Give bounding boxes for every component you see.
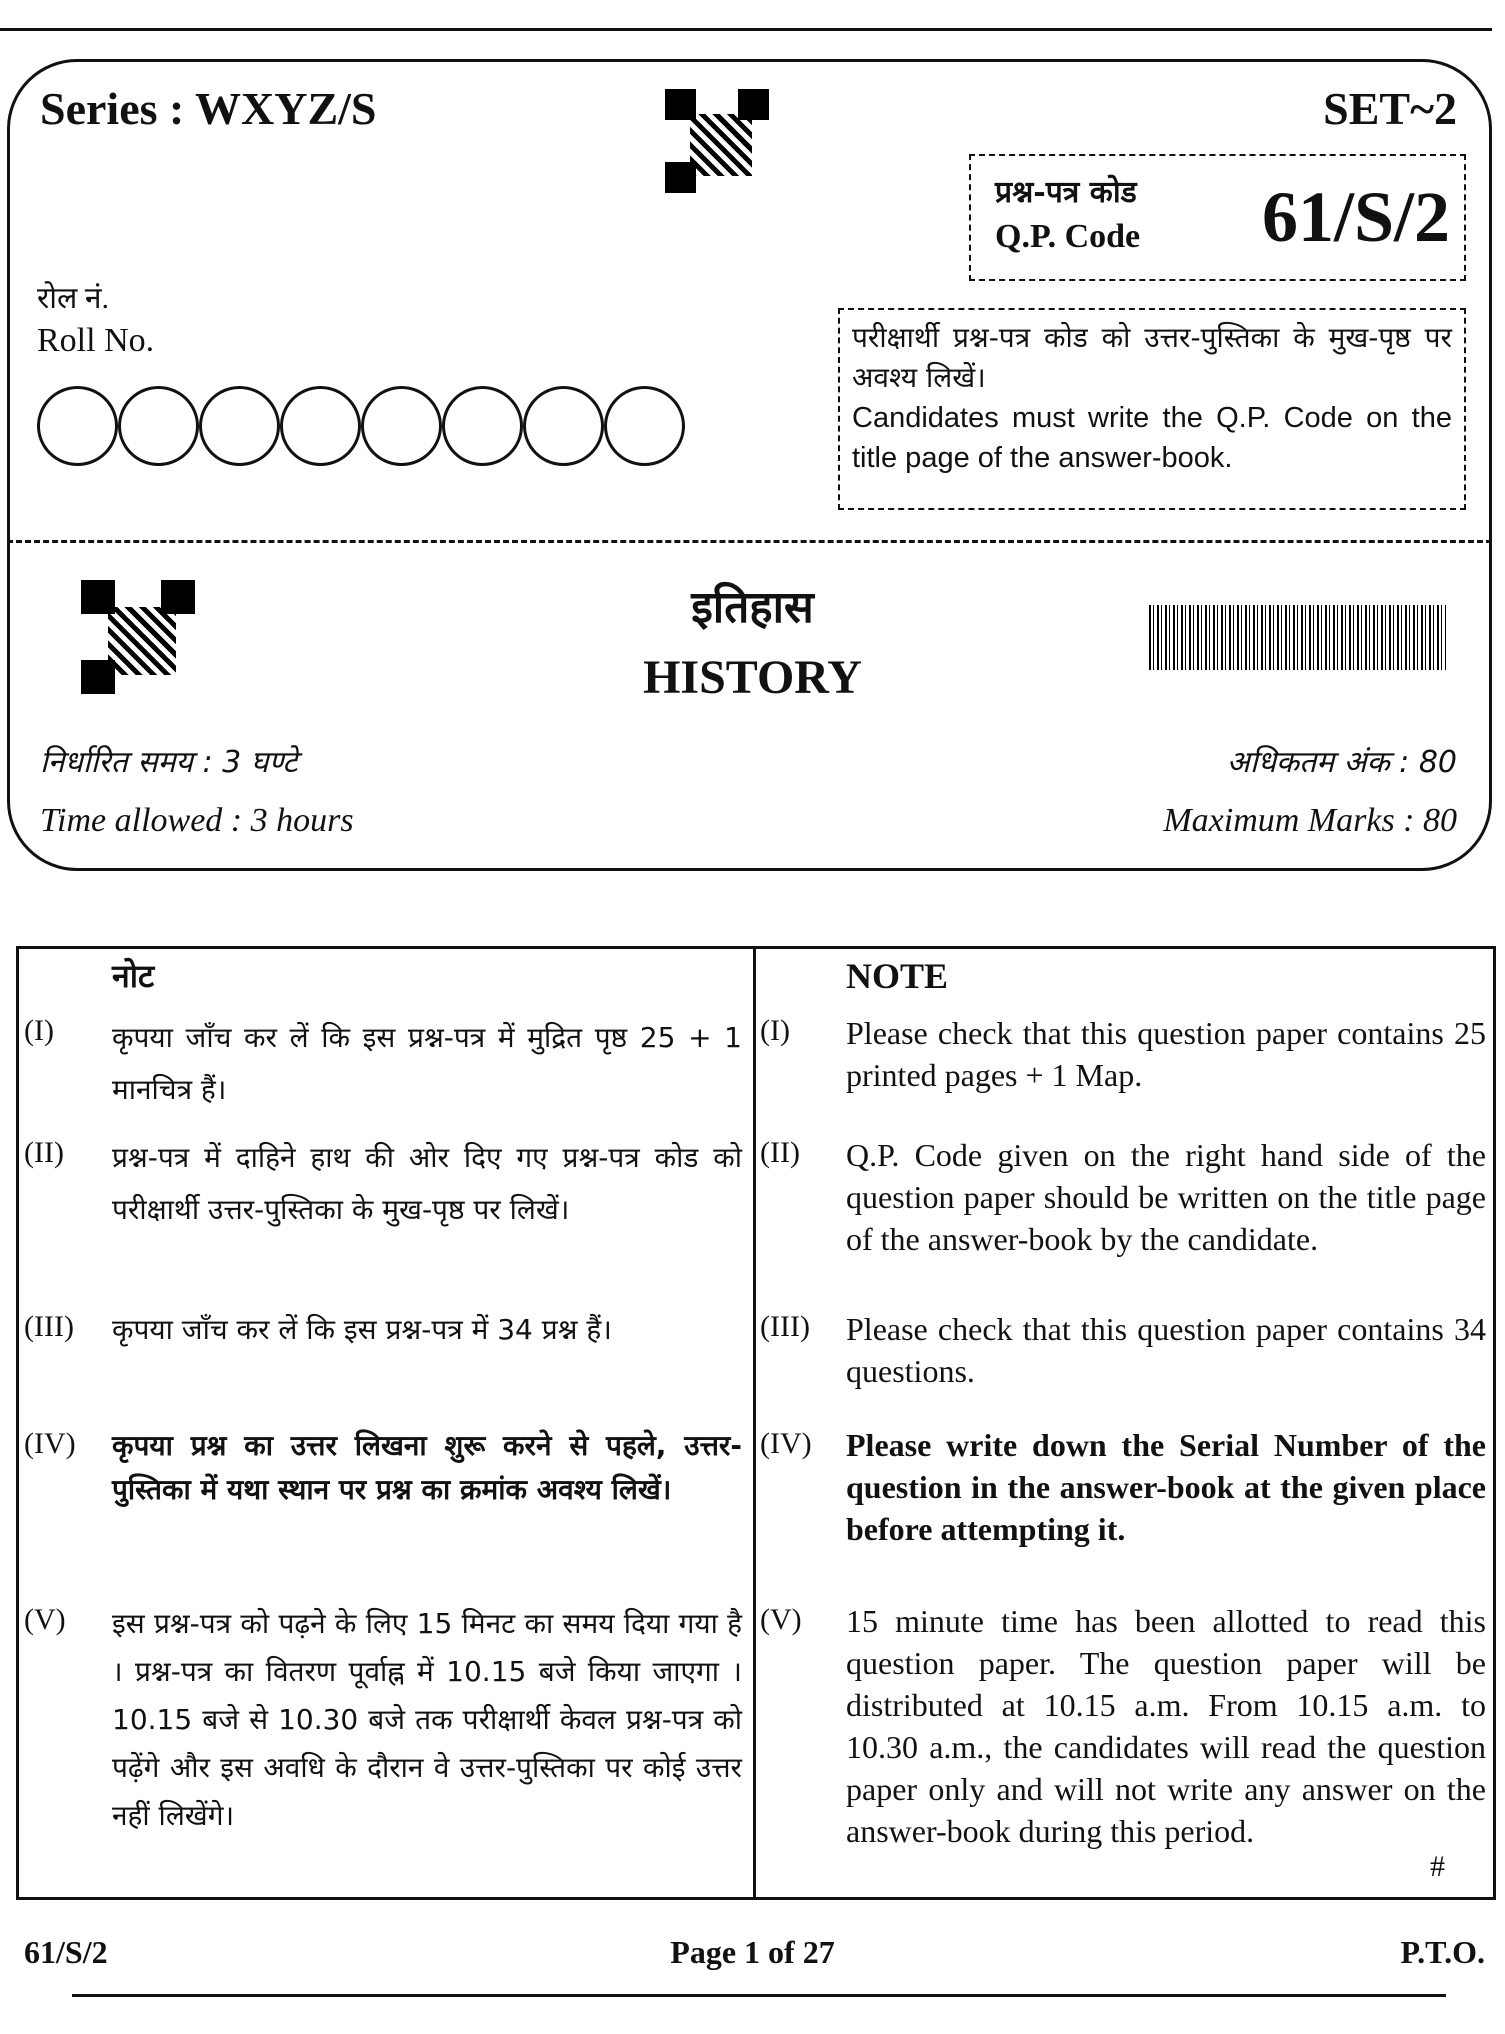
note-en: 15 minute time has been allotted to read this question paper. The question paper will be distributed at 10.15 a.m. From 10.15 a.m. to 10.30 a.m., the candidates will read the question paper only and will not write any answer on the answer-book during this period. [846,1603,1486,1849]
series-label: Series : WXYZ/S [40,83,377,134]
qp-code-box [969,154,1466,281]
marks-hi: अधिकतम अंक : 80 [1226,745,1457,780]
roll-digit-box[interactable] [280,386,361,466]
candidate-note-hi: परीक्षार्थी प्रश्न-पत्र कोड को उत्तर-पुस्तिका के मुख-पृष्ठ पर अवश्य लिखें। [852,321,1452,394]
note-num: (V) [760,1603,802,1636]
column-divider [753,946,756,1900]
note-hi: कृपया जाँच कर लें कि इस प्रश्न-पत्र में 34 प्रश्न हैं। [112,1313,612,1346]
note-en: Q.P. Code given on the right hand side of the question paper should be written on the title page of the answer-book by the candidate. [846,1137,1486,1257]
note-en: Please write down the Serial Number of the question in the answer-book at the given place before attempting it. [846,1427,1486,1547]
note-num: (III) [24,1310,74,1343]
note-num: (V) [24,1603,66,1636]
note-num: (I) [760,1014,790,1047]
roll-digit-box[interactable] [442,386,523,466]
note-hi: कृपया जाँच कर लें कि इस प्रश्न-पत्र में मुद्रित पृष्ठ 25 + 1 मानचित्र हैं। [112,1021,742,1106]
note-heading-en: NOTE [846,956,949,996]
marks-en: Maximum Marks : 80 [1163,802,1457,839]
top-rule [0,28,1492,31]
note-en: Please check that this question paper contains 34 questions. [846,1311,1486,1389]
roll-label-en: Roll No. [37,322,155,359]
qr-code-icon [665,89,769,193]
roll-digit-box[interactable] [199,386,280,466]
pto-label: P.T.O. [1400,1934,1485,1970]
note-num: (IV) [760,1427,812,1460]
barcode-icon [1149,605,1446,670]
note-hi: प्रश्न-पत्र में दाहिने हाथ की ओर दिए गए प्रश्न-पत्र कोड को परीक्षार्थी उत्तर-पुस्तिका के मुख-पृष्ठ पर लिखें। [112,1141,742,1226]
footer-code: 61/S/2 [24,1934,108,1970]
note-hi: कृपया प्रश्न का उत्तर लिखना शुरू करने से पहले, उत्तर-पुस्तिका में यथा स्थान पर प्रश्न का क्रमांक अवश्य लिखें। [112,1429,742,1506]
roll-number-boxes [37,386,685,466]
note-num: (II) [24,1136,64,1169]
candidate-note-en: Candidates must write the Q.P. Code on the title page of the answer-book. [852,402,1452,474]
page-number: Page 1 of 27 [670,1934,835,1970]
note-en: Please check that this question paper contains 25 printed pages + 1 Map. [846,1015,1486,1093]
roll-label-hi: रोल नं. [37,282,110,315]
roll-digit-box[interactable] [523,386,604,466]
note-num: (IV) [24,1427,76,1460]
time-en: Time allowed : 3 hours [40,802,354,839]
time-hi: निर्धारित समय : 3 घण्टे [40,745,298,780]
qp-code-label-en: Q.P. Code [995,218,1141,255]
subject-hi: इतिहास [691,582,814,633]
roll-digit-box[interactable] [361,386,442,466]
note-hi: इस प्रश्न-पत्र को पढ़ने के लिए 15 मिनट का समय दिया गया है । प्रश्न-पत्र का वितरण पूर्वाह्न में 10.15 बजे किया जाएगा । 10.15 बजे से 10.30 बजे तक परीक्षार्थी केवल प्रश्न-पत्र को पढ़ेंगे और इस अवधि के दौरान वे उत्तर-पुस्तिका पर कोई उत्तर नहीं लिखेंगे। [112,1607,742,1832]
roll-digit-box[interactable] [37,386,118,466]
qp-code-label-hi: प्रश्न-पत्र कोड [995,175,1137,210]
set-label: SET~2 [1323,83,1457,134]
bottom-rule [72,1994,1446,1997]
candidate-note-box [838,308,1466,510]
note-num: (I) [24,1014,54,1047]
hash-mark: # [1430,1850,1445,1883]
dashed-divider [7,540,1492,543]
qp-code: 61/S/2 [1261,177,1450,257]
note-num: (III) [760,1310,810,1343]
roll-digit-box[interactable] [118,386,199,466]
note-num: (II) [760,1136,800,1169]
subject-en: HISTORY [643,651,862,704]
note-heading-hi: नोट [112,957,155,995]
roll-digit-box[interactable] [604,386,685,466]
